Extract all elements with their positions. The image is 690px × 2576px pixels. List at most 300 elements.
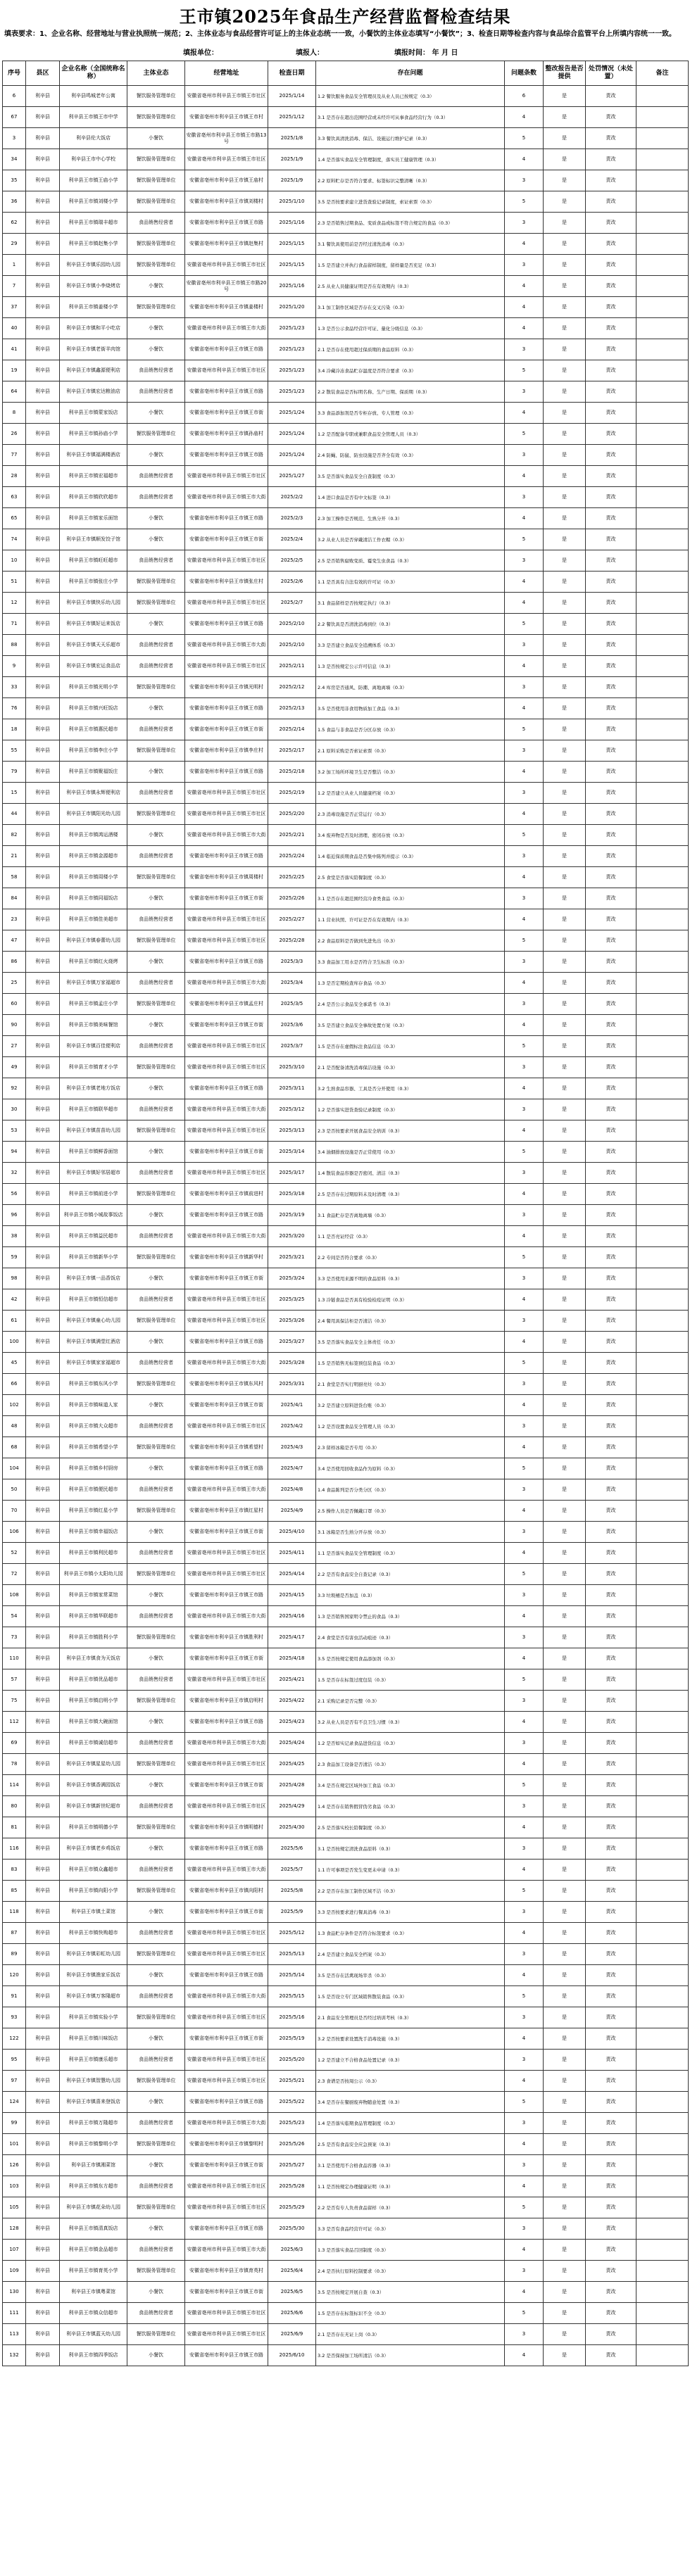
cell-date: 2025/5/7 [268,1860,316,1881]
cell-count: 3 [505,1163,544,1184]
table-row [3,1395,689,1416]
table-row [3,1163,689,1184]
cell-count: 4 [505,1332,544,1353]
cell-report: 是 [544,1289,586,1311]
table-row [3,1817,689,1838]
cell-no: 90 [3,1015,26,1036]
cell-problem: 2.1 是否配备清洗消毒保洁设施（0.3） [316,1057,505,1078]
cell-remark [636,1501,689,1522]
cell-address: 安徽省亳州市利辛县王市镇新华村 [185,1247,268,1268]
cell-name: 利辛县王市镇益民超市 [60,1226,127,1247]
cell-problem: 2.4 餐用具保洁柜是否清洁（0.3） [316,1311,505,1332]
cell-report: 是 [544,1669,586,1691]
cell-count: 4 [505,466,544,487]
cell-name: 利辛县王市镇小城故事饭店 [60,1205,127,1226]
cell-county: 利辛县 [26,276,60,297]
cell-count: 4 [505,2134,544,2155]
table-row [3,1205,689,1226]
cell-type: 餐饮服务管理单位 [127,1817,185,1838]
cell-county: 利辛县 [26,1965,60,1986]
cell-problem: 1.4 是否落实临期食品管理制度（0.3） [316,2113,505,2134]
cell-county: 利辛县 [26,1120,60,1142]
cell-county: 利辛县 [26,466,60,487]
cell-report: 是 [544,1838,586,1860]
cell-penalty: 责改 [586,783,636,804]
cell-address: 安徽省亳州市利辛县王市镇孟庄村 [185,994,268,1015]
cell-date: 2025/3/12 [268,1099,316,1120]
cell-remark [636,466,689,487]
cell-remark [636,1543,689,1564]
cell-date: 2025/4/25 [268,1754,316,1775]
cell-problem: 1.1 是否亮证经营（0.3） [316,1226,505,1247]
cell-no: 81 [3,1817,26,1838]
cell-penalty: 责改 [586,1311,636,1332]
cell-penalty: 责改 [586,339,636,360]
table-row [3,149,689,170]
cell-no: 120 [3,1965,26,1986]
cell-name: 利辛县王市镇宏达粮油店 [60,381,127,403]
cell-penalty: 责改 [586,381,636,403]
cell-count: 4 [505,1437,544,1458]
cell-remark [636,804,689,825]
cell-count: 4 [505,1078,544,1099]
cell-type: 餐饮服务管理单位 [127,930,185,952]
cell-date: 2025/1/27 [268,466,316,487]
cell-address: 安徽省亳州市利辛县王市镇孙庙村 [185,424,268,445]
cell-address: 安徽省亳州市利辛县王市镇王市街 [185,403,268,424]
cell-problem: 3.1 加工制作区域是否存在交叉污染（0.3） [316,297,505,318]
cell-count: 4 [505,149,544,170]
cell-problem: 3.1 餐饮具使用前是否经过清洗消毒（0.3） [316,234,505,255]
cell-type: 餐饮服务管理单位 [127,994,185,1015]
cell-no: 128 [3,2218,26,2240]
cell-no: 1 [3,255,26,276]
cell-county: 利辛县 [26,2240,60,2261]
cell-no: 51 [3,572,26,593]
cell-remark [636,1078,689,1099]
cell-penalty: 责改 [586,1268,636,1289]
cell-problem: 1.3 是否按规定公示许可信息（0.3） [316,656,505,677]
cell-count: 4 [505,1015,544,1036]
cell-address: 安徽省亳州市利辛县王市镇王市路 [185,2092,268,2113]
cell-name: 利辛县王市镇孙庙小学 [60,424,127,445]
cell-address: 安徽省亳州市利辛县王市镇王市大街 [185,1353,268,1374]
cell-penalty: 责改 [586,1838,636,1860]
table-row [3,1986,689,2007]
cell-report: 是 [544,1184,586,1205]
cell-report: 是 [544,656,586,677]
cell-remark [636,2240,689,2261]
table-row [3,1691,689,1712]
cell-report: 是 [544,783,586,804]
cell-date: 2025/2/24 [268,846,316,867]
table-row [3,360,689,381]
cell-no: 103 [3,2176,26,2197]
cell-date: 2025/3/6 [268,1015,316,1036]
cell-name: 利辛县王市镇赵集小学 [60,234,127,255]
cell-type: 食品销售经营者 [127,1986,185,2007]
cell-county: 利辛县 [26,2218,60,2240]
cell-remark [636,1268,689,1289]
cell-count: 4 [505,1923,544,1944]
cell-count: 3 [505,1691,544,1712]
cell-no: 15 [3,783,26,804]
cell-no: 33 [3,677,26,698]
cell-count: 4 [505,297,544,318]
cell-address: 安徽省亳州市利辛县王市镇王市路 [185,952,268,973]
cell-type: 餐饮服务管理单位 [127,1374,185,1395]
cell-count: 5 [505,825,544,846]
cell-report: 是 [544,762,586,783]
cell-county: 利辛县 [26,297,60,318]
cell-date: 2025/5/21 [268,2071,316,2092]
cell-no: 114 [3,1775,26,1796]
cell-county: 利辛县 [26,2092,60,2113]
table-row [3,234,689,255]
cell-penalty: 责改 [586,1226,636,1247]
cell-name: 利辛县王市镇红火烧烤 [60,952,127,973]
cell-remark [636,234,689,255]
cell-problem: 1.5 食品与非食品是否分区存放（0.3） [316,719,505,740]
cell-address: 安徽省亳州市利辛县王市镇王市路 [185,1332,268,1353]
cell-penalty: 责改 [586,255,636,276]
cell-name: 利辛县王市镇小太阳幼儿园 [60,1564,127,1585]
cell-name: 利辛县王市镇惠民超市 [60,719,127,740]
cell-date: 2025/5/13 [268,1944,316,1965]
cell-count: 3 [505,2155,544,2176]
cell-county: 利辛县 [26,1627,60,1648]
cell-county: 利辛县 [26,149,60,170]
cell-county: 利辛县 [26,2303,60,2324]
cell-remark [636,825,689,846]
cell-date: 2025/4/22 [268,1691,316,1712]
cell-address: 安徽省亳州市利辛县王市镇王市路 [185,1205,268,1226]
cell-county: 利辛县 [26,339,60,360]
table-row [3,719,689,740]
cell-remark [636,255,689,276]
cell-report: 是 [544,2134,586,2155]
cell-remark [636,1902,689,1923]
cell-county: 利辛县 [26,783,60,804]
cell-type: 小餐饮 [127,1902,185,1923]
cell-penalty: 责改 [586,360,636,381]
table-row [3,1268,689,1289]
cell-problem: 3.5 是否存在活禽现场宰杀（0.3） [316,1965,505,1986]
cell-no: 32 [3,1163,26,1184]
cell-remark [636,1458,689,1479]
cell-problem: 2.4 是否公示食品安全承诺书（0.3） [316,994,505,1015]
cell-remark [636,2197,689,2218]
cell-count: 3 [505,1585,544,1606]
cell-date: 2025/4/15 [268,1585,316,1606]
cell-county: 利辛县 [26,1268,60,1289]
cell-date: 2025/1/23 [268,318,316,339]
cell-problem: 3.5 是否落实食品安全自查制度（0.3） [316,466,505,487]
cell-no: 82 [3,825,26,846]
cell-no: 130 [3,2282,26,2303]
cell-remark [636,1669,689,1691]
cell-name: 利辛县王市镇希望小学 [60,1437,127,1458]
table-row [3,445,689,466]
cell-penalty: 责改 [586,1437,636,1458]
cell-penalty: 责改 [586,973,636,994]
cell-type: 餐饮服务管理单位 [127,424,185,445]
cell-date: 2025/2/27 [268,909,316,930]
cell-name: 利辛县王市镇智慧幼儿园 [60,2071,127,2092]
cell-county: 利辛县 [26,740,60,762]
cell-address: 安徽省亳州市利辛县王市镇王市大街 [185,973,268,994]
cell-county: 利辛县 [26,1564,60,1585]
cell-count: 4 [505,1501,544,1522]
cell-address: 安徽省亳州市利辛县王市镇王市大街 [185,1479,268,1501]
cell-problem: 2.3 食谱是否按周公示（0.3） [316,2071,505,2092]
cell-address: 安徽省亳州市利辛县王市镇王市大街 [185,2113,268,2134]
cell-report: 是 [544,994,586,1015]
cell-remark [636,1205,689,1226]
cell-no: 3 [3,128,26,149]
cell-penalty: 责改 [586,487,636,508]
cell-report: 是 [544,1226,586,1247]
cell-remark [636,1395,689,1416]
cell-problem: 2.5 是否存在过期原料未及时清理（0.3） [316,1184,505,1205]
cell-count: 4 [505,1184,544,1205]
cell-county: 利辛县 [26,1817,60,1838]
cell-penalty: 责改 [586,1733,636,1754]
cell-no: 126 [3,2155,26,2176]
table-row [3,1754,689,1775]
cell-date: 2025/5/23 [268,2113,316,2134]
cell-no: 21 [3,846,26,867]
cell-problem: 2.2 专间是否符合要求（0.3） [316,1247,505,1268]
cell-problem: 1.2 是否建立从业人员健康档案（0.3） [316,783,505,804]
cell-penalty: 责改 [586,297,636,318]
cell-no: 89 [3,1944,26,1965]
cell-remark [636,719,689,740]
cell-no: 77 [3,445,26,466]
cell-count: 4 [505,1712,544,1733]
cell-name: 利辛县王市镇香满园饭店 [60,1775,127,1796]
cell-penalty: 责改 [586,1479,636,1501]
cell-report: 是 [544,445,586,466]
cell-penalty: 责改 [586,1965,636,1986]
cell-type: 小餐饮 [127,508,185,529]
cell-type: 食品销售经营者 [127,973,185,994]
fill-unit-label: 填报单位： [183,49,218,57]
cell-report: 是 [544,128,586,149]
cell-problem: 3.4 是否使用回收食品作为原料（0.3） [316,1458,505,1479]
cell-count: 4 [505,909,544,930]
cell-count: 3 [505,381,544,403]
cell-count: 5 [505,719,544,740]
cell-problem: 3.1 是否按规定清洗食品原料（0.3） [316,1838,505,1860]
cell-no: 71 [3,614,26,635]
cell-date: 2025/1/23 [268,360,316,381]
cell-address: 安徽省亳州市利辛县王市镇王市社区 [185,930,268,952]
cell-report: 是 [544,2218,586,2240]
cell-penalty: 责改 [586,825,636,846]
cell-date: 2025/6/6 [268,2303,316,2324]
cell-penalty: 责改 [586,804,636,825]
table-row [3,1458,689,1479]
cell-date: 2025/1/16 [268,276,316,297]
cell-problem: 3.4 冷藏冷冻食品贮存温度是否符合要求（0.3） [316,360,505,381]
cell-report: 是 [544,677,586,698]
cell-address: 安徽省亳州市利辛县王市镇王市社区 [185,2197,268,2218]
cell-date: 2025/5/20 [268,2050,316,2071]
cell-report: 是 [544,255,586,276]
cell-remark [636,1015,689,1036]
cell-report: 是 [544,1163,586,1184]
cell-penalty: 责改 [586,593,636,614]
cell-date: 2025/1/9 [268,170,316,191]
cell-no: 104 [3,1458,26,1479]
table-row [3,656,689,677]
cell-penalty: 责改 [586,1015,636,1036]
cell-type: 餐饮服务管理单位 [127,740,185,762]
table-row [3,1627,689,1648]
cell-problem: 3.3 是否使用来源不明的食品原料（0.3） [316,1268,505,1289]
cell-type: 食品销售经营者 [127,2050,185,2071]
cell-name: 利辛县王市镇众鑫超市 [60,1860,127,1881]
cell-penalty: 责改 [586,2113,636,2134]
cell-date: 2025/3/5 [268,994,316,1015]
cell-no: 102 [3,1395,26,1416]
table-header-row [3,61,689,86]
cell-penalty: 责改 [586,1099,636,1120]
cell-address: 安徽省亳州市利辛县王市镇育英村 [185,2261,268,2282]
cell-remark [636,424,689,445]
cell-county: 利辛县 [26,2176,60,2197]
cell-date: 2025/1/24 [268,445,316,466]
table-row [3,1522,689,1543]
cell-name: 利辛县王市镇鑫源便利店 [60,360,127,381]
cell-type: 食品销售经营者 [127,2240,185,2261]
cell-county: 利辛县 [26,846,60,867]
cell-no: 67 [3,107,26,128]
cell-problem: 2.5 从业人员健康证明是否在有效期内（0.3） [316,276,505,297]
cell-address: 安徽省亳州市利辛县王市镇王市街 [185,1268,268,1289]
cell-name: 利辛县王市镇乐园幼儿园 [60,255,127,276]
cell-problem: 3.2 是否按要求设置洗手消毒设施（0.3） [316,2028,505,2050]
cell-remark [636,2345,689,2366]
cell-penalty: 责改 [586,1036,636,1057]
cell-address: 安徽省亳州市利辛县王市镇王市路 [185,1078,268,1099]
cell-report: 是 [544,191,586,213]
cell-county: 利辛县 [26,255,60,276]
col-header-problem: 存在问题 [316,61,505,86]
cell-address: 安徽省亳州市利辛县王市镇王市大街 [185,1733,268,1754]
cell-count: 3 [505,2218,544,2240]
cell-address: 安徽省亳州市利辛县王市镇王市社区 [185,593,268,614]
cell-penalty: 责改 [586,1775,636,1796]
cell-name: 利辛县王市镇王庙小学 [60,170,127,191]
cell-date: 2025/5/22 [268,2092,316,2113]
cell-name: 利辛县王市镇满堂红酒店 [60,1332,127,1353]
cell-count: 4 [505,593,544,614]
cell-report: 是 [544,1437,586,1458]
cell-name: 利辛县王市镇利民超市 [60,1543,127,1564]
cell-problem: 2.3 消毒设施是否正常运行（0.3） [316,804,505,825]
cell-date: 2025/2/21 [268,825,316,846]
cell-date: 2025/3/28 [268,1353,316,1374]
table-row [3,614,689,635]
cell-report: 是 [544,1796,586,1817]
cell-date: 2025/5/9 [268,1902,316,1923]
table-row [3,2324,689,2345]
cell-type: 食品销售经营者 [127,1543,185,1564]
cell-no: 56 [3,1184,26,1205]
table-row [3,297,689,318]
cell-no: 80 [3,1796,26,1817]
cell-name: 利辛县王市镇老地方饭店 [60,1078,127,1099]
cell-date: 2025/3/26 [268,1311,316,1332]
cell-date: 2025/2/10 [268,635,316,656]
cell-count: 3 [505,1627,544,1648]
cell-name: 利辛县王市镇老乡鸡饭店 [60,1838,127,1860]
cell-county: 利辛县 [26,1057,60,1078]
cell-date: 2025/2/13 [268,698,316,719]
cell-county: 利辛县 [26,2071,60,2092]
cell-address: 安徽省亳州市利辛县王市镇王市社区 [185,2324,268,2345]
table-row [3,1416,689,1437]
cell-county: 利辛县 [26,1775,60,1796]
cell-type: 食品销售经营者 [127,550,185,572]
cell-count: 4 [505,762,544,783]
cell-county: 利辛县 [26,1923,60,1944]
cell-penalty: 责改 [586,656,636,677]
cell-remark [636,2282,689,2303]
cell-count: 3 [505,677,544,698]
table-row [3,867,689,888]
cell-penalty: 责改 [586,1944,636,1965]
cell-address: 安徽省亳州市利辛县王市镇向阳村 [185,1881,268,1902]
cell-type: 小餐饮 [127,1585,185,1606]
cell-problem: 2.3 食品加工设备是否清洁（0.3） [316,1754,505,1775]
cell-penalty: 责改 [586,1458,636,1479]
cell-remark [636,1860,689,1881]
cell-problem: 1.3 是否定期检查库存食品（0.3） [316,973,505,994]
cell-address: 安徽省亳州市利辛县王市镇王市社区 [185,909,268,930]
cell-date: 2025/1/15 [268,255,316,276]
cell-type: 小餐饮 [127,276,185,297]
cell-name: 利辛县王市镇家家福超市 [60,1353,127,1374]
cell-no: 93 [3,2007,26,2028]
cell-report: 是 [544,1205,586,1226]
table-row [3,1289,689,1311]
cell-date: 2025/2/19 [268,783,316,804]
cell-penalty: 责改 [586,1247,636,1268]
cell-county: 利辛县 [26,1163,60,1184]
cell-name: 利辛县王市镇小李烧烤店 [60,276,127,297]
cell-report: 是 [544,635,586,656]
cell-type: 食品销售经营者 [127,1923,185,1944]
table-row [3,740,689,762]
cell-no: 74 [3,529,26,550]
cell-problem: 3.2 从业人员是否有不良卫生习惯（0.3） [316,1712,505,1733]
cell-date: 2025/3/20 [268,1226,316,1247]
cell-no: 105 [3,2197,26,2218]
cell-remark [636,213,689,234]
cell-name: 利辛县王市镇便民超市 [60,1479,127,1501]
cell-count: 3 [505,1099,544,1120]
cell-address: 安徽省亳州市利辛县王市镇王市路 [185,846,268,867]
cell-type: 餐饮服务管理单位 [127,1944,185,1965]
cell-problem: 3.4 废弃物是否及时清理、密闭存放（0.3） [316,825,505,846]
cell-remark [636,1923,689,1944]
cell-type: 餐饮服务管理单位 [127,593,185,614]
cell-report: 是 [544,234,586,255]
cell-count: 4 [505,804,544,825]
